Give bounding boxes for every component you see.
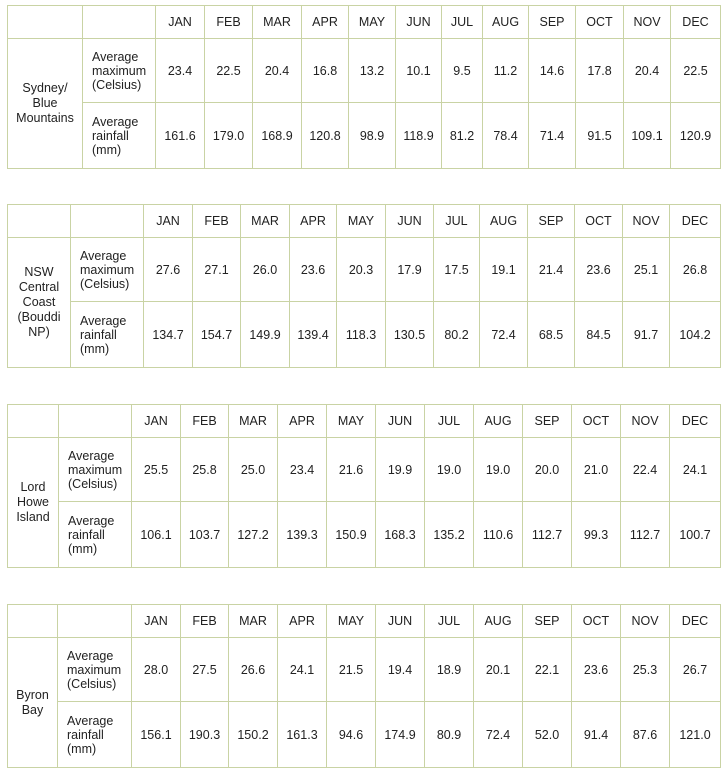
max-temp-value: 21.6	[327, 438, 376, 502]
max-temp-value: 20.0	[523, 438, 572, 502]
rainfall-value: 139.4	[290, 302, 337, 368]
month-header: JAN	[144, 205, 193, 238]
rainfall-value: 190.3	[181, 702, 229, 768]
rainfall-value: 118.9	[396, 103, 442, 169]
max-temp-value: 20.4	[624, 39, 671, 103]
max-temp-value: 23.4	[156, 39, 205, 103]
rainfall-value: 168.3	[376, 502, 425, 568]
rainfall-value: 52.0	[523, 702, 572, 768]
month-header: SEP	[523, 405, 572, 438]
max-temp-value: 9.5	[442, 39, 483, 103]
month-header: APR	[302, 6, 349, 39]
max-temp-value: 27.5	[181, 638, 229, 702]
row-label-line: maximum	[92, 63, 147, 78]
header-row	[8, 405, 721, 438]
month-header: MAY	[327, 605, 376, 638]
corner-cell	[71, 205, 144, 238]
month-header: JUL	[425, 405, 474, 438]
rainfall-value: 72.4	[480, 302, 528, 368]
month-header: OCT	[572, 605, 621, 638]
max-temp-value: 19.9	[376, 438, 425, 502]
rainfall-value: 100.7	[670, 502, 721, 568]
month-header: DEC	[670, 605, 721, 638]
max-temp-value: 26.0	[241, 238, 290, 302]
rainfall-row	[8, 702, 721, 768]
location-cell	[8, 438, 59, 568]
month-header: MAY	[349, 6, 396, 39]
row-label-line: maximum	[80, 262, 135, 277]
rainfall-value: 103.7	[181, 502, 229, 568]
max-temp-value: 25.3	[621, 638, 670, 702]
rainfall-value: 149.9	[241, 302, 290, 368]
max-temp-value: 10.1	[396, 39, 442, 103]
max-temp-value: 21.0	[572, 438, 621, 502]
row-label-line: (mm)	[92, 142, 122, 157]
header-row	[8, 6, 721, 39]
max-temp-value: 22.5	[205, 39, 253, 103]
row-label-line: rainfall	[68, 527, 105, 542]
rainfall-value: 135.2	[425, 502, 474, 568]
location-name-line: NSW	[24, 265, 54, 279]
month-header: JUL	[425, 605, 474, 638]
max-temp-value: 11.2	[483, 39, 529, 103]
month-header: NOV	[624, 6, 671, 39]
rainfall-value: 80.2	[434, 302, 480, 368]
rainfall-row	[8, 103, 721, 169]
row-label-line: rainfall	[80, 327, 117, 342]
max-temp-value: 17.5	[434, 238, 480, 302]
row-label-line: Average	[80, 313, 127, 328]
corner-cell	[8, 6, 83, 39]
rainfall-value: 174.9	[376, 702, 425, 768]
rainfall-value: 127.2	[229, 502, 278, 568]
climate-table	[7, 5, 721, 169]
month-header: JUN	[376, 605, 425, 638]
max-temp-value: 26.8	[670, 238, 721, 302]
row-label-line: Average	[80, 248, 127, 263]
corner-cell	[8, 405, 59, 438]
month-header: DEC	[670, 405, 721, 438]
climate-table	[7, 204, 721, 368]
location-name-line: Coast	[22, 295, 56, 309]
max-temp-label	[59, 438, 132, 502]
location-name-line: (Bouddi	[17, 310, 61, 324]
rainfall-value: 81.2	[442, 103, 483, 169]
max-temp-value: 17.8	[576, 39, 624, 103]
month-header: JAN	[132, 605, 181, 638]
month-header: OCT	[572, 405, 621, 438]
location-name-line: Bay	[21, 702, 44, 717]
corner-cell	[83, 6, 156, 39]
location-cell	[8, 238, 71, 368]
max-temp-value: 21.5	[327, 638, 376, 702]
header-row	[8, 605, 721, 638]
rainfall-label	[59, 502, 132, 568]
rainfall-value: 99.3	[572, 502, 621, 568]
row-label-line: (Celsius)	[67, 676, 117, 691]
row-label-line: maximum	[68, 462, 123, 477]
row-label-line: (Celsius)	[92, 77, 142, 92]
rainfall-value: 78.4	[483, 103, 529, 169]
month-header: FEB	[193, 205, 241, 238]
location-name-line: Lord	[20, 480, 46, 494]
row-label-line: Average	[67, 713, 114, 728]
max-temp-value: 21.4	[528, 238, 575, 302]
rainfall-value: 91.4	[572, 702, 621, 768]
rainfall-value: 106.1	[132, 502, 181, 568]
max-temp-value: 26.6	[229, 638, 278, 702]
max-temp-value: 19.4	[376, 638, 425, 702]
month-header: JUL	[434, 205, 480, 238]
row-label-line: (Celsius)	[68, 476, 118, 491]
corner-cell	[8, 205, 71, 238]
row-label-line: (Celsius)	[80, 276, 130, 291]
month-header: APR	[278, 405, 327, 438]
max-temp-value: 25.8	[181, 438, 229, 502]
location-name-line: Howe	[17, 495, 49, 509]
row-label-line: Average	[68, 448, 115, 463]
max-temp-row	[8, 438, 721, 502]
max-temp-value: 22.5	[671, 39, 721, 103]
month-header: SEP	[523, 605, 572, 638]
location-name-line: Sydney/	[22, 81, 68, 95]
month-header: FEB	[181, 405, 229, 438]
month-header: JUL	[442, 6, 483, 39]
corner-cell	[58, 605, 132, 638]
rainfall-value: 84.5	[575, 302, 623, 368]
rainfall-value: 110.6	[474, 502, 523, 568]
max-temp-value: 25.0	[229, 438, 278, 502]
row-label-line: (mm)	[68, 541, 98, 556]
location-name-line: Central	[18, 280, 60, 294]
month-header: JUN	[386, 205, 434, 238]
rainfall-row	[8, 302, 721, 368]
rainfall-value: 68.5	[528, 302, 575, 368]
max-temp-value: 27.1	[193, 238, 241, 302]
max-temp-value: 13.2	[349, 39, 396, 103]
max-temp-value: 23.4	[278, 438, 327, 502]
rainfall-value: 150.9	[327, 502, 376, 568]
month-header: SEP	[529, 6, 576, 39]
max-temp-value: 17.9	[386, 238, 434, 302]
rainfall-row	[8, 502, 721, 568]
month-header: MAR	[253, 6, 302, 39]
month-header: JUN	[376, 405, 425, 438]
month-header: FEB	[181, 605, 229, 638]
month-header: APR	[278, 605, 327, 638]
rainfall-value: 118.3	[337, 302, 386, 368]
row-label-line: Average	[68, 513, 115, 528]
rainfall-value: 121.0	[670, 702, 721, 768]
climate-table	[7, 404, 721, 568]
max-temp-row	[8, 638, 721, 702]
row-label-line: (mm)	[67, 741, 97, 756]
max-temp-value: 27.6	[144, 238, 193, 302]
month-header: OCT	[576, 6, 624, 39]
row-label-line: maximum	[67, 662, 122, 677]
month-header: MAY	[327, 405, 376, 438]
month-header: JUN	[396, 6, 442, 39]
max-temp-value: 14.6	[529, 39, 576, 103]
rainfall-value: 120.9	[671, 103, 721, 169]
max-temp-value: 20.3	[337, 238, 386, 302]
rainfall-value: 134.7	[144, 302, 193, 368]
month-header: MAR	[229, 405, 278, 438]
max-temp-value: 24.1	[278, 638, 327, 702]
month-header: NOV	[621, 605, 670, 638]
max-temp-value: 23.6	[290, 238, 337, 302]
rainfall-value: 161.6	[156, 103, 205, 169]
month-header: FEB	[205, 6, 253, 39]
corner-cell	[59, 405, 132, 438]
month-header: AUG	[474, 605, 523, 638]
month-header: AUG	[483, 6, 529, 39]
max-temp-row	[8, 238, 721, 302]
month-header: NOV	[621, 405, 670, 438]
max-temp-value: 28.0	[132, 638, 181, 702]
max-temp-label	[71, 238, 144, 302]
location-cell	[8, 39, 83, 169]
rainfall-value: 112.7	[621, 502, 670, 568]
max-temp-label	[83, 39, 156, 103]
month-header: APR	[290, 205, 337, 238]
month-header: MAR	[229, 605, 278, 638]
location-name-line: Mountains	[16, 111, 74, 125]
rainfall-value: 80.9	[425, 702, 474, 768]
location-name-line: Byron	[16, 687, 49, 702]
rainfall-value: 72.4	[474, 702, 523, 768]
rainfall-value: 168.9	[253, 103, 302, 169]
rainfall-value: 94.6	[327, 702, 376, 768]
row-label-line: (mm)	[80, 341, 110, 356]
row-label-line: rainfall	[92, 128, 129, 143]
max-temp-value: 23.6	[575, 238, 623, 302]
rainfall-value: 130.5	[386, 302, 434, 368]
header-row	[8, 205, 721, 238]
row-label-line: Average	[92, 49, 139, 64]
max-temp-value: 24.1	[670, 438, 721, 502]
max-temp-row	[8, 39, 721, 103]
month-header: AUG	[474, 405, 523, 438]
rainfall-label	[83, 103, 156, 169]
rainfall-value: 150.2	[229, 702, 278, 768]
location-name-line: Island	[16, 510, 50, 524]
rainfall-value: 154.7	[193, 302, 241, 368]
rainfall-value: 71.4	[529, 103, 576, 169]
max-temp-value: 20.4	[253, 39, 302, 103]
month-header: AUG	[480, 205, 528, 238]
rainfall-value: 104.2	[670, 302, 721, 368]
rainfall-value: 91.7	[623, 302, 670, 368]
max-temp-value: 16.8	[302, 39, 349, 103]
month-header: DEC	[670, 205, 721, 238]
month-header: JAN	[156, 6, 205, 39]
location-cell	[8, 638, 58, 768]
max-temp-value: 19.0	[474, 438, 523, 502]
month-header: SEP	[528, 205, 575, 238]
month-header: MAY	[337, 205, 386, 238]
rainfall-label	[71, 302, 144, 368]
rainfall-value: 91.5	[576, 103, 624, 169]
row-label-line: Average	[67, 648, 114, 663]
max-temp-value: 19.1	[480, 238, 528, 302]
month-header: DEC	[671, 6, 721, 39]
month-header: MAR	[241, 205, 290, 238]
max-temp-label	[58, 638, 132, 702]
rainfall-label	[58, 702, 132, 768]
max-temp-value: 22.4	[621, 438, 670, 502]
corner-cell	[8, 605, 58, 638]
rainfall-value: 161.3	[278, 702, 327, 768]
rainfall-value: 120.8	[302, 103, 349, 169]
max-temp-value: 23.6	[572, 638, 621, 702]
rainfall-value: 156.1	[132, 702, 181, 768]
rainfall-value: 112.7	[523, 502, 572, 568]
month-header: NOV	[623, 205, 670, 238]
climate-table	[7, 604, 721, 768]
max-temp-value: 26.7	[670, 638, 721, 702]
max-temp-value: 20.1	[474, 638, 523, 702]
max-temp-value: 22.1	[523, 638, 572, 702]
max-temp-value: 18.9	[425, 638, 474, 702]
row-label-line: rainfall	[67, 727, 104, 742]
rainfall-value: 179.0	[205, 103, 253, 169]
max-temp-value: 25.1	[623, 238, 670, 302]
month-header: JAN	[132, 405, 181, 438]
max-temp-value: 25.5	[132, 438, 181, 502]
max-temp-value: 19.0	[425, 438, 474, 502]
location-name-line: NP)	[28, 325, 50, 339]
row-label-line: Average	[92, 114, 139, 129]
rainfall-value: 109.1	[624, 103, 671, 169]
rainfall-value: 98.9	[349, 103, 396, 169]
rainfall-value: 139.3	[278, 502, 327, 568]
location-name-line: Blue	[32, 96, 58, 110]
rainfall-value: 87.6	[621, 702, 670, 768]
month-header: OCT	[575, 205, 623, 238]
